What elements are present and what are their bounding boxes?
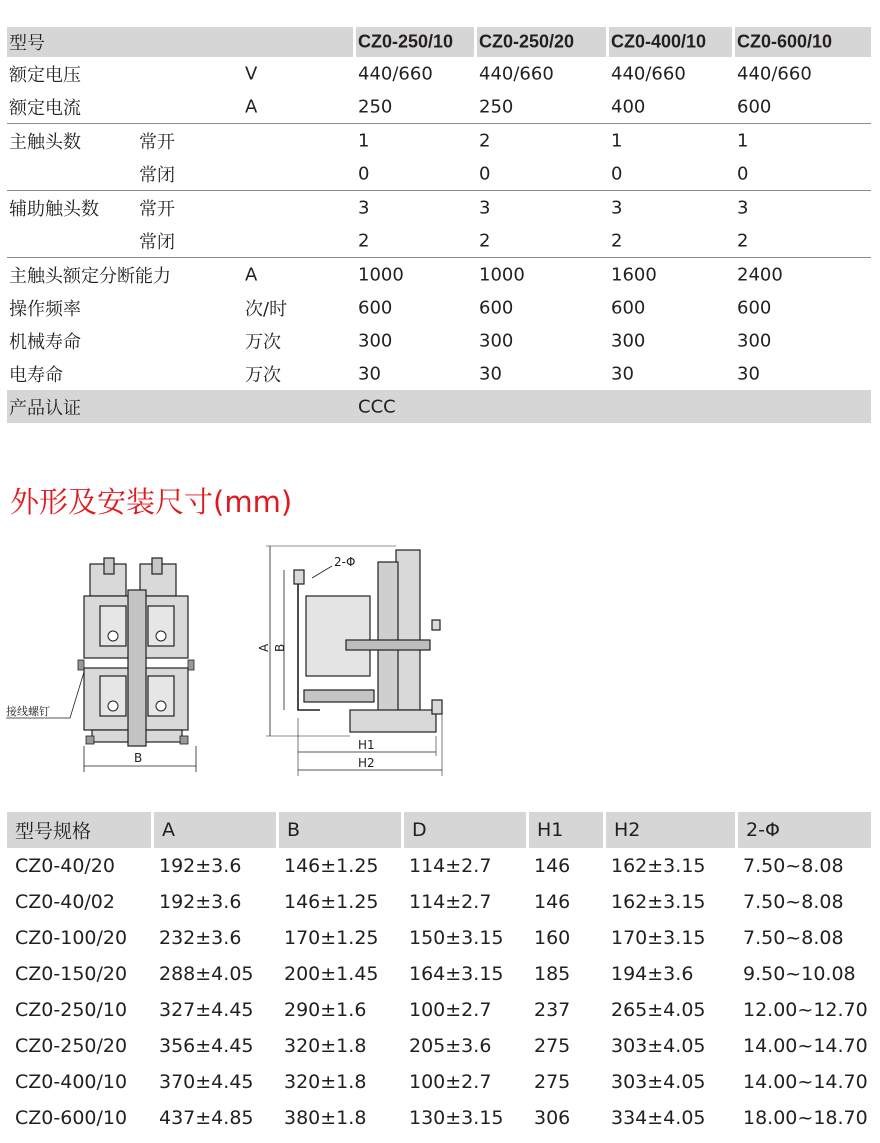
cell-hole: 7.50~8.08 <box>743 855 844 877</box>
row-sublabel: 常开 <box>139 131 175 153</box>
cell-value: 300 <box>737 330 772 351</box>
screw-icon <box>156 701 166 711</box>
model-header: CZ0-600/10 <box>737 31 833 52</box>
dim-a-label: A <box>257 643 271 652</box>
section-title: 外形及安装尺寸(mm) <box>10 485 293 519</box>
center-spine <box>128 590 146 746</box>
cell-a: 192±3.6 <box>159 891 242 913</box>
spec-row-main-contacts-no <box>7 124 871 157</box>
cell-a: 437±4.85 <box>159 1107 254 1129</box>
cell-value: 600 <box>479 297 514 318</box>
cell-value: 2 <box>611 230 623 251</box>
dims-header-row <box>7 812 871 848</box>
cell-model: CZ0-250/10 <box>15 999 128 1021</box>
cell-value: 30 <box>737 363 760 384</box>
table-row <box>7 920 871 956</box>
dims-header-label: 2-Φ <box>746 819 780 841</box>
cell-value: 440/660 <box>479 63 554 84</box>
row-label: 产品认证 <box>9 397 81 419</box>
spec-header-row <box>7 27 871 57</box>
cell-value: 1000 <box>358 264 404 285</box>
cell-value: 3 <box>611 197 623 218</box>
dims-header-cell <box>404 812 526 848</box>
cell-h2: 303±4.05 <box>611 1035 706 1057</box>
cell-h1: 275 <box>534 1071 571 1093</box>
cell-hole: 7.50~8.08 <box>743 927 844 949</box>
header-divider <box>732 27 735 57</box>
table-row <box>7 1100 871 1136</box>
dims-header-cell <box>529 812 603 848</box>
row-sublabel: 常闭 <box>139 231 175 253</box>
cell-value: 30 <box>479 363 502 384</box>
dims-header-cell <box>738 812 871 848</box>
screw-icon <box>108 631 118 641</box>
cell-value: 600 <box>358 297 393 318</box>
cell-d: 114±2.7 <box>409 855 492 877</box>
spec-row-certification <box>7 390 871 423</box>
cell-b: 320±1.8 <box>284 1035 367 1057</box>
cell-value: 440/660 <box>358 63 433 84</box>
cell-d: 164±3.15 <box>409 963 504 985</box>
row-label: 操作频率 <box>9 298 81 320</box>
cell-value: 250 <box>479 96 514 117</box>
dims-header-label: 型号规格 <box>15 820 92 843</box>
table-row <box>7 848 871 884</box>
row-unit: 万次 <box>245 364 281 386</box>
dims-header-label: A <box>162 819 175 841</box>
cell-value: 300 <box>479 330 514 351</box>
row-sublabel: 常闭 <box>139 164 175 186</box>
spec-row-aux-contacts-nc <box>7 224 871 258</box>
cell-value: 300 <box>358 330 393 351</box>
model-header: CZ0-250/10 <box>358 31 454 52</box>
spec-row-main-contacts-nc <box>7 157 871 191</box>
table-row <box>7 1064 871 1100</box>
spec-header-label: 型号 <box>9 33 45 54</box>
cell-value: 3 <box>737 197 749 218</box>
cell-h2: 162±3.15 <box>611 855 706 877</box>
cell-value: 300 <box>611 330 646 351</box>
cell-hole: 7.50~8.08 <box>743 891 844 913</box>
cell-hole: 18.00~18.70 <box>743 1107 868 1129</box>
dims-header-label: H1 <box>537 819 564 841</box>
spec-row-rated-voltage <box>7 57 871 90</box>
cell-h2: 303±4.05 <box>611 1071 706 1093</box>
header-divider <box>353 27 356 57</box>
screw-icon <box>108 701 118 711</box>
cell-b: 146±1.25 <box>284 855 379 877</box>
model-header: CZ0-250/20 <box>479 31 575 52</box>
frame-column <box>396 550 420 710</box>
cell-b: 380±1.8 <box>284 1107 367 1129</box>
cell-a: 356±4.45 <box>159 1035 254 1057</box>
dims-header-cell <box>7 812 151 848</box>
cell-value: 1 <box>737 130 749 151</box>
cell-h1: 275 <box>534 1035 571 1057</box>
dims-header-label: D <box>412 819 427 841</box>
cell-value: 250 <box>358 96 393 117</box>
screw-callout-label: 接线螺钉 <box>6 705 50 718</box>
cell-a: 288±4.05 <box>159 963 254 985</box>
hole-label: 2-Φ <box>334 555 356 569</box>
cell-value: 600 <box>611 297 646 318</box>
model-header: CZ0-400/10 <box>611 31 707 52</box>
cell-model: CZ0-400/10 <box>15 1071 128 1093</box>
cell-h1: 160 <box>534 927 571 949</box>
cell-value: CCC <box>358 396 396 417</box>
cell-value: 1600 <box>611 264 657 285</box>
cell-hole: 14.00~14.70 <box>743 1035 868 1057</box>
base-plate <box>350 710 436 732</box>
cell-a: 370±4.45 <box>159 1071 254 1093</box>
cell-h2: 170±3.15 <box>611 927 706 949</box>
cell-d: 205±3.6 <box>409 1035 492 1057</box>
cell-model: CZ0-40/02 <box>15 891 115 913</box>
cell-h1: 185 <box>534 963 571 985</box>
table-row <box>7 992 871 1028</box>
dims-header-cell <box>606 812 735 848</box>
cell-h1: 306 <box>534 1107 571 1129</box>
cell-value: 2 <box>479 230 491 251</box>
row-label: 主触头数 <box>9 131 81 153</box>
row-label: 电寿命 <box>9 364 63 386</box>
dims-header-label: H2 <box>614 819 641 841</box>
row-label: 额定电流 <box>9 97 81 119</box>
cell-d: 150±3.15 <box>409 927 504 949</box>
cell-value: 0 <box>737 163 749 184</box>
cell-h2: 265±4.05 <box>611 999 706 1021</box>
cell-hole: 14.00~14.70 <box>743 1071 868 1093</box>
row-unit: V <box>245 63 258 84</box>
screw-icon <box>156 631 166 641</box>
dim-h1-label: H1 <box>358 738 375 752</box>
cell-b: 290±1.6 <box>284 999 367 1021</box>
cell-d: 100±2.7 <box>409 999 492 1021</box>
cell-hole: 9.50~10.08 <box>743 963 856 985</box>
cell-model: CZ0-40/20 <box>15 855 115 877</box>
cell-value: 30 <box>611 363 634 384</box>
cell-value: 0 <box>479 163 491 184</box>
cell-d: 114±2.7 <box>409 891 492 913</box>
cell-value: 2 <box>479 130 491 151</box>
coil <box>306 596 370 676</box>
cell-value: 440/660 <box>737 63 812 84</box>
cell-b: 320±1.8 <box>284 1071 367 1093</box>
cell-model: CZ0-600/10 <box>15 1107 128 1129</box>
cell-value: 0 <box>611 163 623 184</box>
cell-value: 1000 <box>479 264 525 285</box>
spec-row-breaking-capacity <box>7 258 871 291</box>
row-label: 辅助触头数 <box>9 198 99 220</box>
dimensions-table <box>7 812 871 1136</box>
cell-value: 400 <box>611 96 646 117</box>
row-sublabel: 常开 <box>139 198 175 220</box>
spec-row-mechanical-life <box>7 324 871 357</box>
cell-b: 170±1.25 <box>284 927 379 949</box>
cell-d: 100±2.7 <box>409 1071 492 1093</box>
cell-value: 600 <box>737 297 772 318</box>
row-label: 主触头额定分断能力 <box>9 265 171 287</box>
cell-value: 2 <box>737 230 749 251</box>
cell-model: CZ0-250/20 <box>15 1035 128 1057</box>
spec-row-rated-current <box>7 90 871 124</box>
spec-table <box>7 27 871 423</box>
table-row <box>7 956 871 992</box>
cell-b: 200±1.45 <box>284 963 379 985</box>
front-view-drawing <box>0 550 220 780</box>
cell-d: 130±3.15 <box>409 1107 504 1129</box>
row-unit: 次/时 <box>245 298 288 320</box>
cell-value: 3 <box>479 197 491 218</box>
cell-value: 440/660 <box>611 63 686 84</box>
header-divider <box>606 27 609 57</box>
cell-value: 30 <box>358 363 381 384</box>
cell-model: CZ0-150/20 <box>15 963 128 985</box>
spec-row-operating-frequency <box>7 291 871 324</box>
cell-value: 3 <box>358 197 370 218</box>
cell-h2: 162±3.15 <box>611 891 706 913</box>
cell-value: 1 <box>358 130 370 151</box>
row-label: 机械寿命 <box>9 331 81 353</box>
dims-header-cell <box>154 812 276 848</box>
cell-a: 327±4.45 <box>159 999 254 1021</box>
cell-value: 1 <box>611 130 623 151</box>
cell-value: 600 <box>737 96 772 117</box>
row-label: 额定电压 <box>9 64 81 86</box>
row-unit: A <box>245 264 258 285</box>
spec-row-aux-contacts-no <box>7 191 871 224</box>
dims-header-cell <box>279 812 401 848</box>
cell-model: CZ0-100/20 <box>15 927 128 949</box>
cell-b: 146±1.25 <box>284 891 379 913</box>
row-unit: A <box>245 96 258 117</box>
cell-value: 0 <box>358 163 370 184</box>
cell-hole: 12.00~12.70 <box>743 999 868 1021</box>
row-unit: 万次 <box>245 331 281 353</box>
dim-h2-label: H2 <box>358 756 375 770</box>
spec-row-electrical-life <box>7 357 871 390</box>
table-row <box>7 884 871 920</box>
header-divider <box>474 27 477 57</box>
dims-header-label: B <box>287 819 301 841</box>
cell-value: 2 <box>358 230 370 251</box>
side-view-drawing <box>250 540 460 780</box>
cell-h1: 237 <box>534 999 571 1021</box>
dim-b-label: B <box>134 751 143 765</box>
table-row <box>7 1028 871 1064</box>
cell-value: 2400 <box>737 264 783 285</box>
cell-a: 232±3.6 <box>159 927 242 949</box>
dim-b-label: B <box>273 643 287 652</box>
cell-a: 192±3.6 <box>159 855 242 877</box>
cell-h2: 194±3.6 <box>611 963 694 985</box>
cell-h2: 334±4.05 <box>611 1107 706 1129</box>
cell-h1: 146 <box>534 855 571 877</box>
cell-h1: 146 <box>534 891 571 913</box>
